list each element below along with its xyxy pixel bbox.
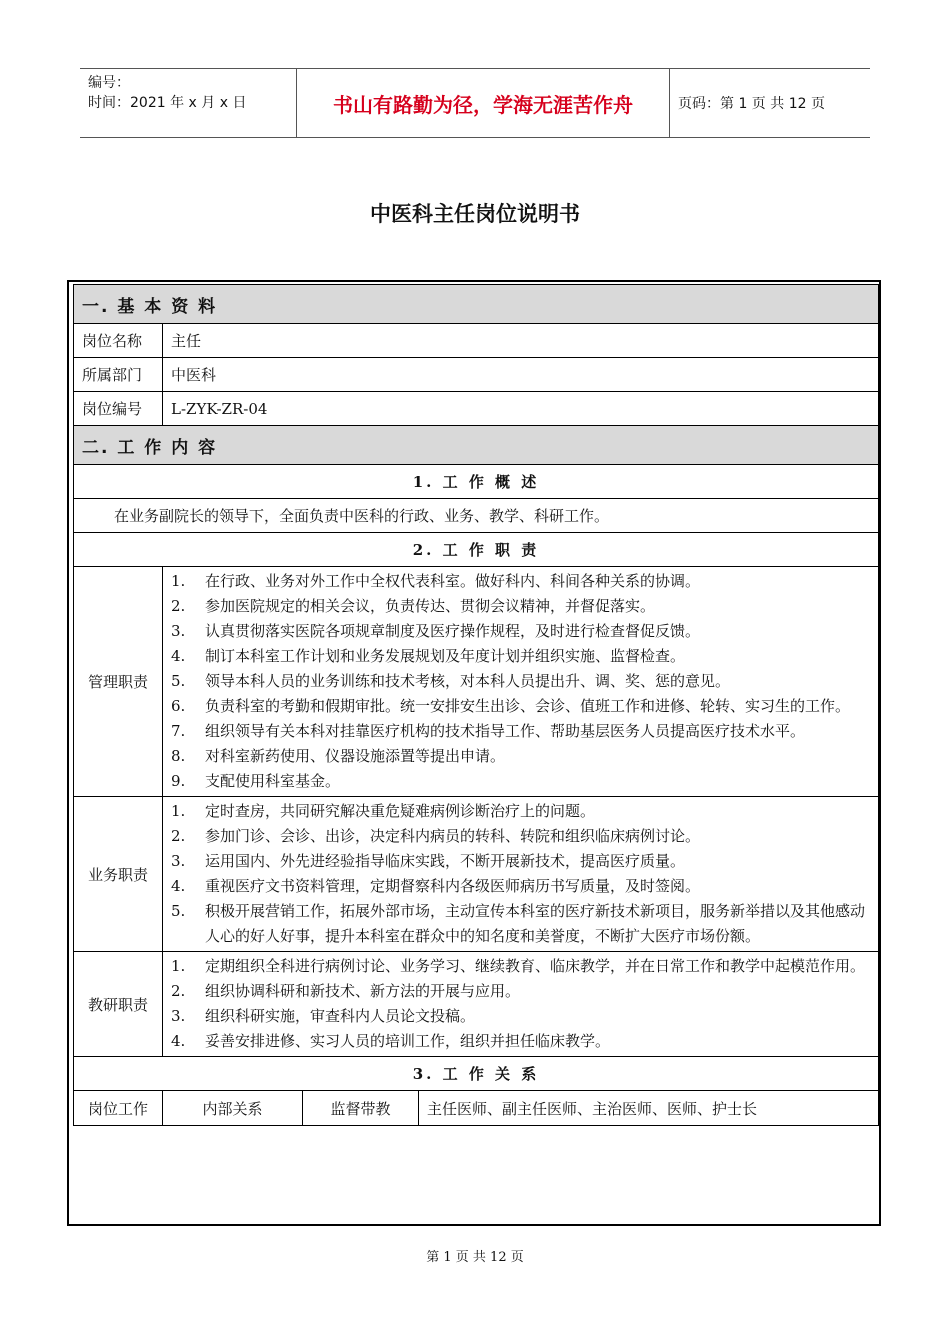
list-item: 3. 认真贯彻落实医院各项规章制度及医疗操作规程，及时进行检查督促反馈。 xyxy=(171,622,701,640)
section-basic-info-heading: 一. 基 本 资 料 xyxy=(74,285,879,324)
header-meta xyxy=(80,69,297,137)
list-item: 4. 重视医疗文书资料管理，定期督察科内各级医师病历书写质量，及时签阅。 xyxy=(171,877,701,895)
page-header xyxy=(80,68,870,138)
row-label-position-code: 岗位编号 xyxy=(74,392,163,426)
duty-group-label-business: 业务职责 xyxy=(74,797,163,952)
header-page-info: 页码：第 1 页 共 12 页 xyxy=(678,96,825,112)
list-item: 3. 运用国内、外先进经验指导临床实践，不断开展新技术，提高医疗质量。 xyxy=(171,852,686,870)
job-description-table xyxy=(73,284,879,1126)
row-value-position-code: L-ZYK-ZR-04 xyxy=(163,392,879,426)
list-item: 1. 定时查房，共同研究解决重危疑难病例诊断治疗上的问题。 xyxy=(171,802,596,820)
list-item: 5. 积极开展营销工作，拓展外部市场，主动宣传本科室的医疗新技术新项目，服务新举措以及其他感动人心的好人好事，提升本科室在群众中的知名度和美誉度，不断扩大医疗市场份额。 xyxy=(171,902,866,945)
duty-group-teaching-research xyxy=(163,952,879,1057)
list-item: 9. 支配使用科室基金。 xyxy=(171,772,341,790)
page-footer: 第 1 页 共 12 页 xyxy=(426,1250,524,1265)
list-item: 2. 参加医院规定的相关会议，负责传达、贯彻会议精神，并督促落实。 xyxy=(171,597,656,615)
relations-heading: 3. 工 作 关 系 xyxy=(74,1057,879,1091)
relations-cell-internal: 内部关系 xyxy=(163,1091,303,1126)
row-label-position-name: 岗位名称 xyxy=(74,324,163,358)
list-item: 4. 妥善安排进修、实习人员的培训工作，组织并担任临床教学。 xyxy=(171,1032,611,1050)
list-item: 1. 在行政、业务对外工作中全权代表科室。做好科内、科间各种关系的协调。 xyxy=(171,572,701,590)
list-item: 5. 领导本科人员的业务训练和技术考核，对本科人员提出升、调、奖、惩的意见。 xyxy=(171,672,731,690)
list-item: 7. 组织领导有关本科对挂靠医疗机构的技术指导工作、帮助基层医务人员提高医疗技术水平。 xyxy=(171,722,806,740)
relations-cell-position: 岗位工作 xyxy=(74,1091,163,1126)
list-item: 1. 定期组织全科进行病例讨论、业务学习、继续教育、临床教学，并在日常工作和教学中起模范作用。 xyxy=(171,957,866,975)
duties-heading: 2. 工 作 职 责 xyxy=(74,533,879,567)
duty-group-management xyxy=(163,567,879,797)
list-item: 3. 组织科研实施，审查科内人员论文投稿。 xyxy=(171,1007,476,1025)
relations-cell-supervision: 监督带教 xyxy=(303,1091,419,1126)
duty-group-business xyxy=(163,797,879,952)
relations-cell-roles: 主任医师、副主任医师、主治医师、医师、护士长 xyxy=(419,1091,879,1126)
duty-group-label-management: 管理职责 xyxy=(74,567,163,797)
list-item: 8. 对科室新药使用、仪器设施添置等提出申请。 xyxy=(171,747,506,765)
document-title: 中医科主任岗位说明书 xyxy=(370,202,580,226)
relations-row xyxy=(74,1091,879,1126)
row-label-department: 所属部门 xyxy=(74,358,163,392)
number-label: 编号： xyxy=(88,75,130,91)
list-item: 2. 参加门诊、会诊、出诊，决定科内病员的转科、转院和组织临床病例讨论。 xyxy=(171,827,701,845)
list-item: 4. 制订本科室工作计划和业务发展规划及年度计划并组织实施、监督检查。 xyxy=(171,647,686,665)
row-value-position-name: 主任 xyxy=(163,324,879,358)
list-item: 6. 负责科室的考勤和假期审批。统一安排安生出诊、会诊、值班工作和进修、轮转、实习生的工作。 xyxy=(171,697,851,715)
overview-heading: 1. 工 作 概 述 xyxy=(74,465,879,499)
list-item: 2. 组织协调科研和新技术、新方法的开展与应用。 xyxy=(171,982,521,1000)
overview-text: 在业务副院长的领导下，全面负责中医科的行政、业务、教学、科研工作。 xyxy=(74,499,879,533)
header-motto: 书山有路勤为径，学海无涯苦作舟 xyxy=(297,69,670,137)
row-value-department: 中医科 xyxy=(163,358,879,392)
section-work-content-heading: 二. 工 作 内 容 xyxy=(74,426,879,465)
time-label: 时间：2021 年 x 月 x 日 xyxy=(88,95,247,111)
duty-group-label-teaching-research: 教研职责 xyxy=(74,952,163,1057)
